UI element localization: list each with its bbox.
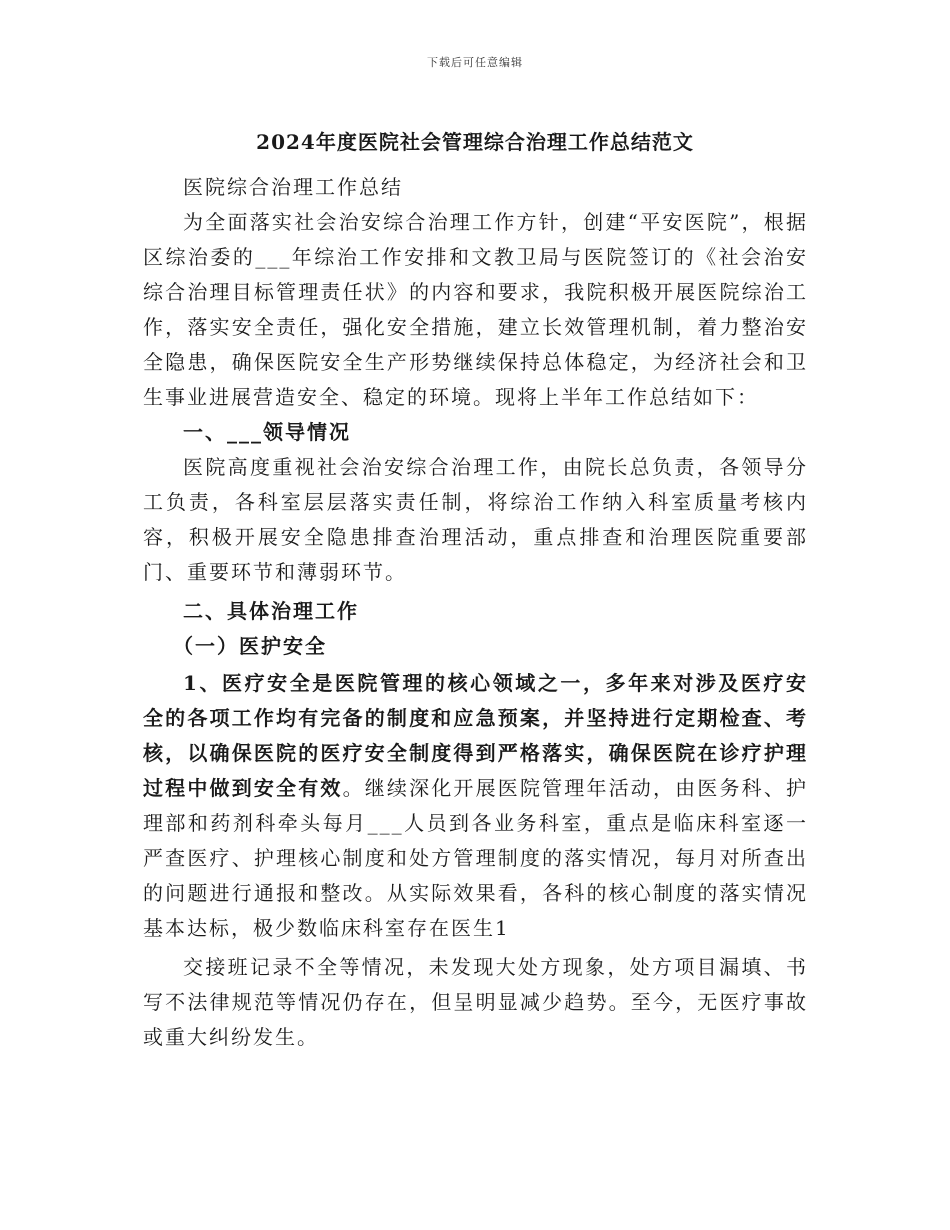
- subsection-1-heading: （一）医护安全: [173, 634, 327, 658]
- item-1-paragraph: [143, 666, 808, 946]
- item-1-bold-text: 1、医疗安全是医院管理的核心领域之一，多年来对涉及医疗安全的各项工作均有完备的制度和应急预案，并坚持进行定期检查、考核，以确保医院的医疗安全制度得到严格落实，确保医院在诊疗护理过程中做到安全有效: [143, 671, 808, 800]
- section-1-heading: 一、___领导情况: [183, 420, 351, 444]
- page-header-note: 下载后可任意编辑: [427, 56, 523, 69]
- document-body: [143, 170, 808, 1055]
- section-2-heading: 二、具体治理工作: [183, 599, 359, 623]
- document-subtitle: 医院综合治理工作总结: [183, 175, 403, 199]
- item-1-text: 。继续深化开展医院管理年活动，由医务科、护理部和药剂科牵头每月___人员到各业务科室，重点是临床科室逐一严查医疗、护理核心制度和处方管理制度的落实情况，每月对所查出的问题进行通报和整改。从实际效果看，各科的核心制度的落实情况基本达标，极少数临床科室存在医生1: [143, 776, 809, 940]
- intro-paragraph: 为全面落实社会治安综合治理工作方针，创建“平安医院”，根据区综治委的___年综治工作安排和文教卫局与医院签订的《社会治安综合治理目标管理责任状》的内容和要求，我院积极开展医院综治工作，落实安全责任，强化安全措施，建立长效管理机制，着力整治安全隐患，确保医院安全生产形势继续保持总体稳定，为经济社会和卫生事业进展营造安全、稳定的环境。现将上半年工作总结如下：: [143, 210, 808, 409]
- item-1-continued-paragraph: 交接班记录不全等情况，未发现大处方现象，处方项目漏填、书写不法律规范等情况仍存在，但呈明显减少趋势。至今，无医疗事故或重大纠纷发生。: [143, 955, 808, 1049]
- document-title: 2024年度医院社会管理综合治理工作总结范文: [256, 130, 694, 154]
- section-1-paragraph: 医院高度重视社会治安综合治理工作，由院长总负责，各领导分工负责，各科室层层落实责任制，将综治工作纳入科室质量考核内容，积极开展安全隐患排查治理活动，重点排查和治理医院重要部门、重要环节和薄弱环节。: [143, 455, 808, 584]
